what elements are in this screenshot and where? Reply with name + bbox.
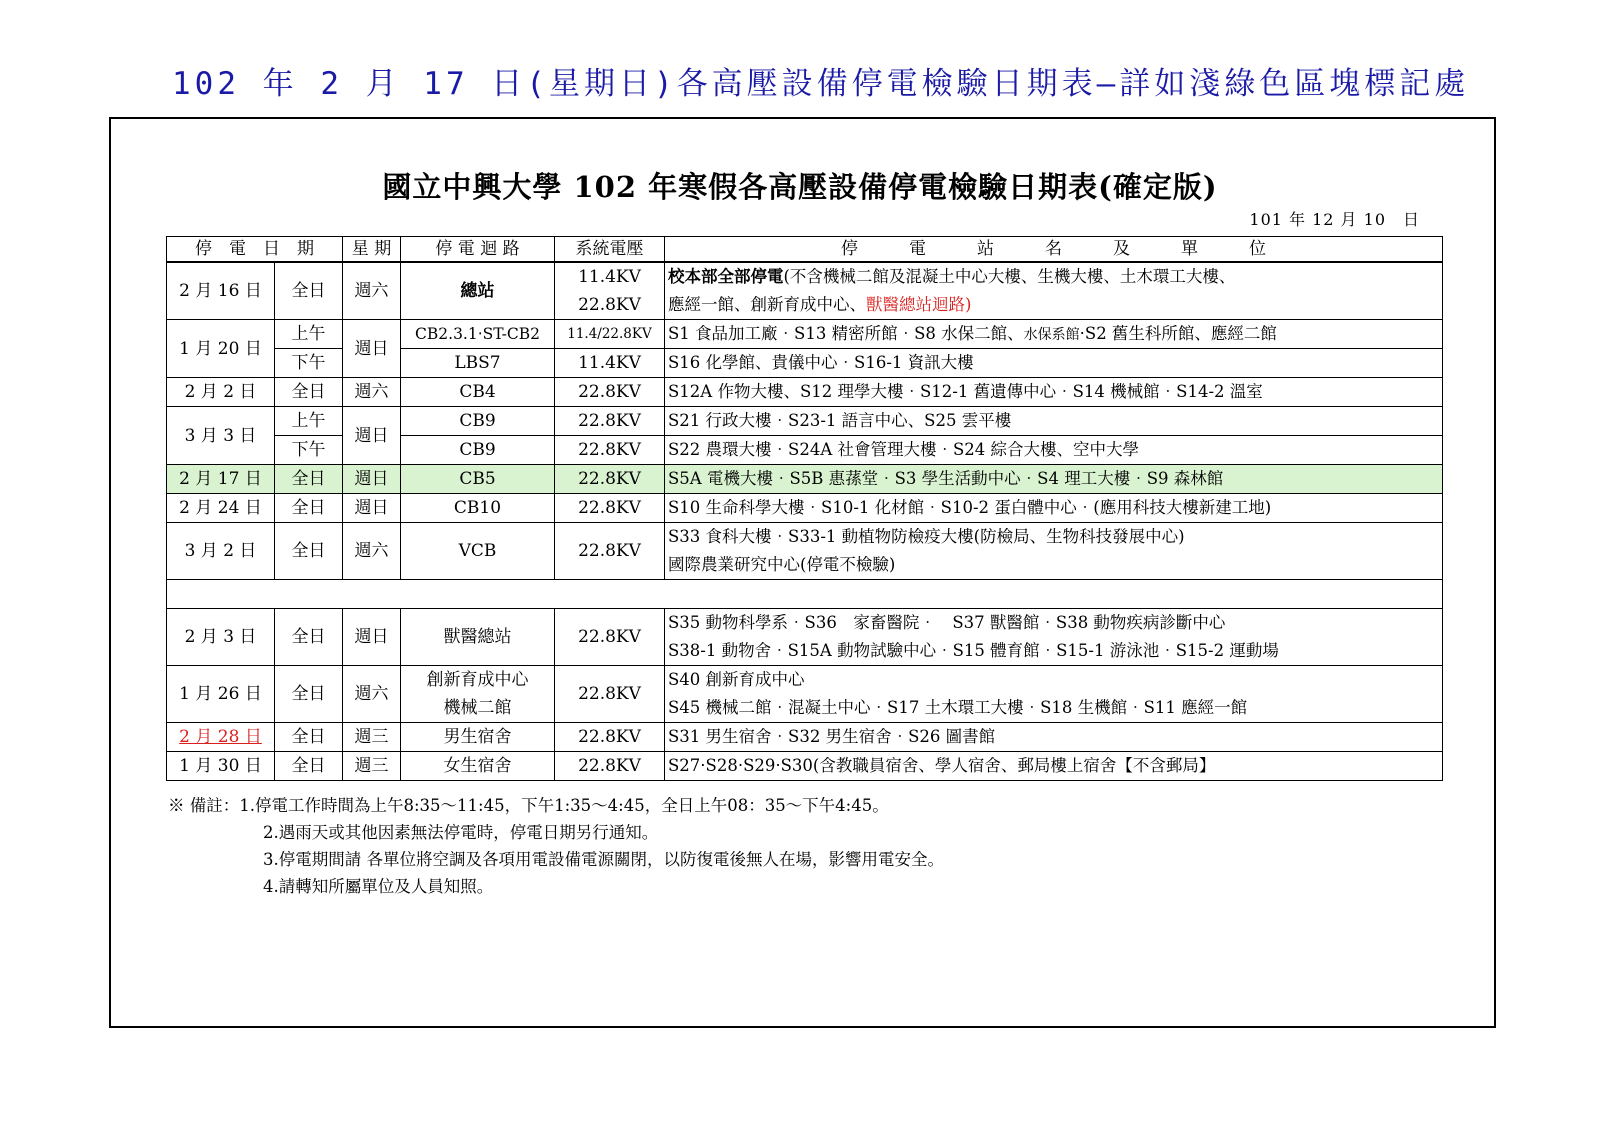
row-date: 2 月 2 日 [167, 378, 275, 407]
row-stations: S33 食科大樓‧S33-1 動植物防檢疫大樓(防檢局、生物科技發展中心) [665, 523, 1443, 552]
stations-text: 應經一館、創新育成中心、 [668, 295, 866, 314]
row-period: 全日 [275, 666, 343, 723]
table-row [167, 407, 1443, 436]
spacer-cell [167, 580, 1443, 609]
stations-red-text: 獸醫總站迴路) [866, 295, 972, 314]
schedule-table [166, 236, 1443, 781]
row-voltage: 22.8KV [555, 523, 665, 580]
stations-bold-text: 校本部全部停電 [668, 267, 784, 286]
stations-small-text: 水保系館 [1023, 326, 1080, 343]
row-date: 1 月 26 日 [167, 666, 275, 723]
row-date: 3 月 3 日 [167, 407, 275, 465]
header-voltage: 系統電壓 [555, 237, 665, 263]
red-date-text: 2 月 28 日 [179, 727, 262, 747]
row-period: 下午 [275, 349, 343, 378]
row-period: 下午 [275, 436, 343, 465]
row-period: 上午 [275, 320, 343, 349]
table-row [167, 752, 1443, 781]
row-date: 2 月 3 日 [167, 609, 275, 666]
note-line-4: 4.請轉知所屬單位及人員知照。 [263, 877, 494, 896]
row-voltage: 22.8KV [555, 666, 665, 723]
row-voltage: 22.8KV [555, 723, 665, 752]
document-title: 國立中興大學 102 年寒假各高壓設備停電檢驗日期表(確定版) [382, 170, 1218, 204]
row-stations: S31 男生宿舍‧S32 男生宿舍‧S26 圖書館 [665, 723, 1443, 752]
note-line-2: 2.遇雨天或其他因素無法停電時，停電日期另行通知。 [263, 823, 659, 842]
stations-text: (不含機械二館及混凝土中心大樓、生機大樓、土木環工大樓、 [783, 267, 1236, 286]
row-voltage: 22.8KV [555, 494, 665, 523]
row-weekday: 週六 [343, 378, 401, 407]
row-circuit: CB4 [401, 378, 555, 407]
note-line-1: ※ 備註：1.停電工作時間為上午8:35～11:45，下午1:35～4:45，全日上午08：35～下午4:45。 [168, 796, 889, 815]
row-circuit: CB10 [401, 494, 555, 523]
row-period: 全日 [275, 378, 343, 407]
table-row [167, 666, 1443, 695]
row-weekday: 週日 [343, 320, 401, 378]
row-period: 上午 [275, 407, 343, 436]
note-line-3: 3.停電期間請 各單位將空調及各項用電設備電源關閉，以防復電後無人在場，影響用電安全。 [263, 850, 944, 869]
row-date: 2 月 16 日 [167, 262, 275, 320]
row-period: 全日 [275, 262, 343, 320]
table-row [167, 320, 1443, 349]
page-headline: 102 年 2 月 17 日(星期日)各高壓設備停電檢驗日期表—詳如淺綠色區塊標記處 [172, 66, 1470, 102]
highlighted-row [167, 465, 1443, 494]
row-circuit: CB5 [401, 465, 555, 494]
row-circuit: 總站 [401, 262, 555, 320]
row-circuit: 男生宿舍 [401, 723, 555, 752]
header-date: 停 電 日 期 [167, 237, 343, 263]
row-weekday: 週日 [343, 465, 401, 494]
table-row [167, 378, 1443, 407]
table-header-row [167, 237, 1443, 263]
row-stations: S22 農環大樓‧S24A 社會管理大樓‧S24 綜合大樓、空中大學 [665, 436, 1443, 465]
row-period: 全日 [275, 523, 343, 580]
row-circuit: 女生宿舍 [401, 752, 555, 781]
table-row [167, 494, 1443, 523]
row-circuit: CB9 [401, 407, 555, 436]
row-weekday: 週六 [343, 523, 401, 580]
row-voltage: 22.8KV [555, 291, 665, 320]
row-stations: S21 行政大樓‧S23-1 語言中心、S25 雲平樓 [665, 407, 1443, 436]
header-circuit: 停 電 迴 路 [401, 237, 555, 263]
row-circuit: CB2.3.1‧ST-CB2 [401, 320, 555, 349]
row-voltage: 22.8KV [555, 752, 665, 781]
row-voltage: 22.8KV [555, 378, 665, 407]
table-row [167, 723, 1443, 752]
row-circuit: 機械二館 [401, 694, 555, 723]
row-weekday: 週六 [343, 262, 401, 320]
row-circuit: 創新育成中心 [401, 666, 555, 695]
row-stations: S5A 電機大樓‧S5B 惠蓀堂‧S3 學生活動中心‧S4 理工大樓‧S9 森林館 [665, 465, 1443, 494]
table-row [167, 523, 1443, 552]
row-weekday: 週日 [343, 494, 401, 523]
row-date: 3 月 2 日 [167, 523, 275, 580]
row-stations: S12A 作物大樓、S12 理學大樓‧S12-1 舊遺傳中心‧S14 機械館‧S14-2 溫室 [665, 378, 1443, 407]
row-stations: 國際農業研究中心(停電不檢驗) [665, 551, 1443, 580]
table-row [167, 262, 1443, 291]
row-stations: S38-1 動物舍‧S15A 動物試驗中心‧S15 體育館‧S15-1 游泳池‧S15-2 運動場 [665, 637, 1443, 666]
row-voltage: 11.4/22.8KV [555, 320, 665, 349]
row-weekday: 週三 [343, 752, 401, 781]
document-date: 101 年 12 月 10 日 [1249, 210, 1420, 229]
row-voltage: 11.4KV [555, 262, 665, 291]
row-stations [665, 291, 1443, 320]
row-weekday: 週三 [343, 723, 401, 752]
row-date: 1 月 20 日 [167, 320, 275, 378]
row-stations: S45 機械二館‧混凝土中心‧S17 土木環工大樓‧S18 生機館‧S11 應經一館 [665, 694, 1443, 723]
row-date: 2 月 24 日 [167, 494, 275, 523]
row-circuit: VCB [401, 523, 555, 580]
row-circuit: 獸醫總站 [401, 609, 555, 666]
row-period: 全日 [275, 465, 343, 494]
row-period: 全日 [275, 494, 343, 523]
row-stations [665, 320, 1443, 349]
row-voltage: 11.4KV [555, 349, 665, 378]
row-period: 全日 [275, 752, 343, 781]
row-date: 2 月 17 日 [167, 465, 275, 494]
row-voltage: 22.8KV [555, 465, 665, 494]
row-stations: S10 生命科學大樓‧S10-1 化材館‧S10-2 蛋白體中心‧(應用科技大樓新建工地) [665, 494, 1443, 523]
row-stations [665, 262, 1443, 291]
row-circuit: LBS7 [401, 349, 555, 378]
notes-section [168, 792, 944, 900]
header-weekday: 星 期 [343, 237, 401, 263]
row-circuit: CB9 [401, 436, 555, 465]
row-stations: S40 創新育成中心 [665, 666, 1443, 695]
row-weekday: 週六 [343, 666, 401, 723]
stations-text: S1 食品加工廠‧S13 精密所館‧S8 水保二館、 [668, 323, 1024, 343]
row-date [167, 723, 275, 752]
table-row [167, 609, 1443, 638]
row-weekday: 週日 [343, 609, 401, 666]
row-stations: S16 化學館、貴儀中心‧S16-1 資訊大樓 [665, 349, 1443, 378]
row-voltage: 22.8KV [555, 436, 665, 465]
row-period: 全日 [275, 609, 343, 666]
row-date: 1 月 30 日 [167, 752, 275, 781]
stations-text: ‧S2 舊生科所館、應經二館 [1079, 323, 1277, 343]
row-stations: S27‧S28‧S29‧S30(含教職員宿舍、學人宿舍、郵局樓上宿舍【不含郵局】 [665, 752, 1443, 781]
spacer-row [167, 580, 1443, 609]
row-period: 全日 [275, 723, 343, 752]
row-stations: S35 動物科學系‧S36 家畜醫院‧ S37 獸醫館‧S38 動物疾病診斷中心 [665, 609, 1443, 638]
row-weekday: 週日 [343, 407, 401, 465]
row-voltage: 22.8KV [555, 609, 665, 666]
row-voltage: 22.8KV [555, 407, 665, 436]
header-stations: 停 電 站 名 及 單 位 [665, 237, 1443, 263]
